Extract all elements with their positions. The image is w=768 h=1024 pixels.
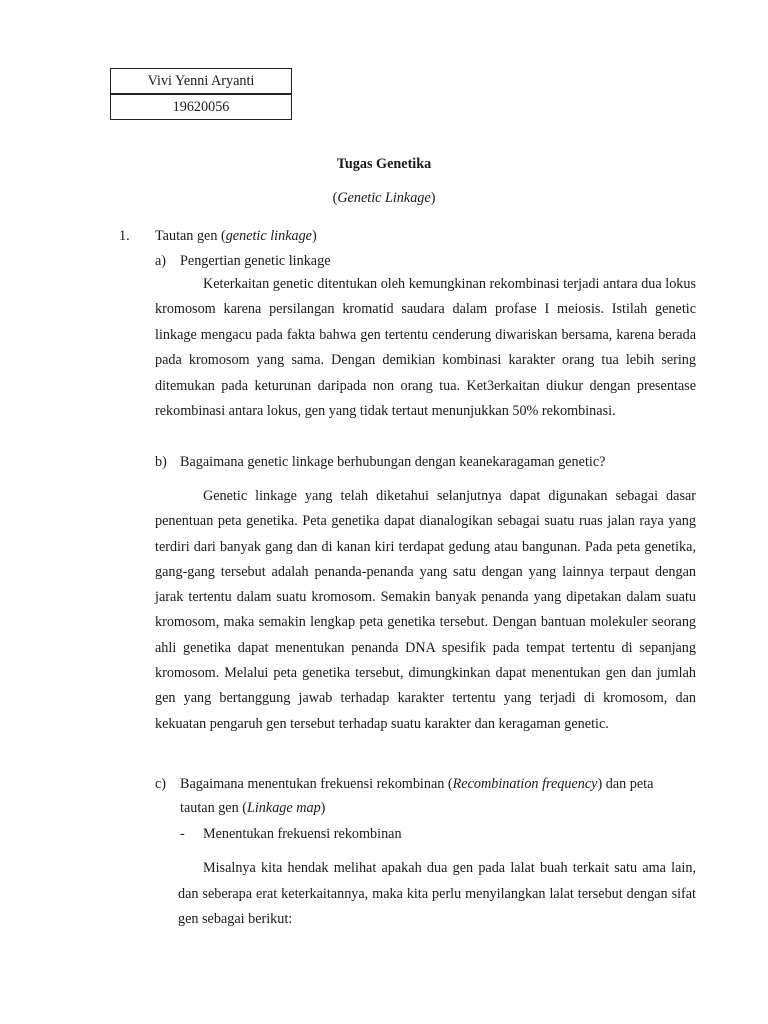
student-number: 19620056 bbox=[111, 94, 292, 120]
document-title: Tugas Genetika bbox=[336, 156, 432, 172]
item-a-paragraph: Keterkaitan genetic ditentukan oleh kemungkinan rekombinasi terjadi antara dua lokus kromosom karena persilangan kromatid saudara dalam profase I meiosis. Istilah genetic linkage mengacu pada fakta bahwa gen tertentu cenderung diwariskan bersama, karena berada pada kromosom yang sama. Dengan demikian kombinasi karakter orang tua lebih sering ditemukan pada keturunan daripada non orang tua. Ket3erkaitan diukur dengan presentase rekombinasi antara lokus, gen yang tidak tertaut menunjukkan 50% rekombinasi. bbox=[155, 276, 696, 420]
student-id-box bbox=[110, 68, 292, 120]
section-number: 1. bbox=[119, 228, 130, 244]
section-heading: Tautan gen (genetic linkage) bbox=[155, 228, 317, 244]
item-c-heading-line1: Bagaimana menentukan frekuensi rekombinan (Recombination frequency) dan peta bbox=[180, 776, 654, 792]
item-b-paragraph: Genetic linkage yang telah diketahui selanjutnya dapat digunakan sebagai dasar penentuan peta genetika. Peta genetika dapat dianalogikan sebagai suatu ruas jalan raya yang terdiri dari banyak gang dan di kanan kiri terdapat gedung atau bangunan. Pada peta genetika, gang-gang tersebut adalah penanda-penanda yang satu dengan yang lainnya terpaut dengan jarak tertentu dalam suatu kromosom. Semakin banyak penanda yang dipetakan dalam suatu kromosom, maka semakin lengkap peta genetika tersebut. Dengan bantuan molekuler seorang ahli genetika dapat menentukan penanda DNA spesifik pada tempat tertentu di sepanjang kromosom. Melalui peta genetika tersebut, dimungkinkan dapat menentukan gen dan jumlah gen yang bertanggung jawab terhadap karakter tertentu yang terjadi di kromosom, dan kekuatan pengaruh gen tersebut terhadap suatu karakter dan keragaman genetic. bbox=[155, 488, 696, 732]
item-a-marker: a) bbox=[155, 253, 167, 269]
sub-item-marker: - bbox=[180, 826, 185, 842]
item-c-heading-line2: tautan gen (Linkage map) bbox=[180, 800, 326, 816]
item-a-title: Pengertian genetic linkage bbox=[180, 253, 331, 269]
student-name: Vivi Yenni Aryanti bbox=[111, 69, 292, 95]
item-b-marker: b) bbox=[155, 454, 167, 470]
item-c-marker: c) bbox=[155, 776, 167, 792]
document-subtitle: (Genetic Linkage) bbox=[332, 190, 436, 206]
item-c-paragraph: Misalnya kita hendak melihat apakah dua gen pada lalat buah terkait satu ama lain, dan seberapa erat keterkaitannya, maka kita perlu menyilangkan lalat tersebut dengan sifat gen sebagai berikut: bbox=[178, 860, 696, 927]
item-b-title: Bagaimana genetic linkage berhubungan dengan keanekaragaman genetic? bbox=[180, 454, 606, 470]
sub-item-title: Menentukan frekuensi rekombinan bbox=[203, 826, 402, 842]
